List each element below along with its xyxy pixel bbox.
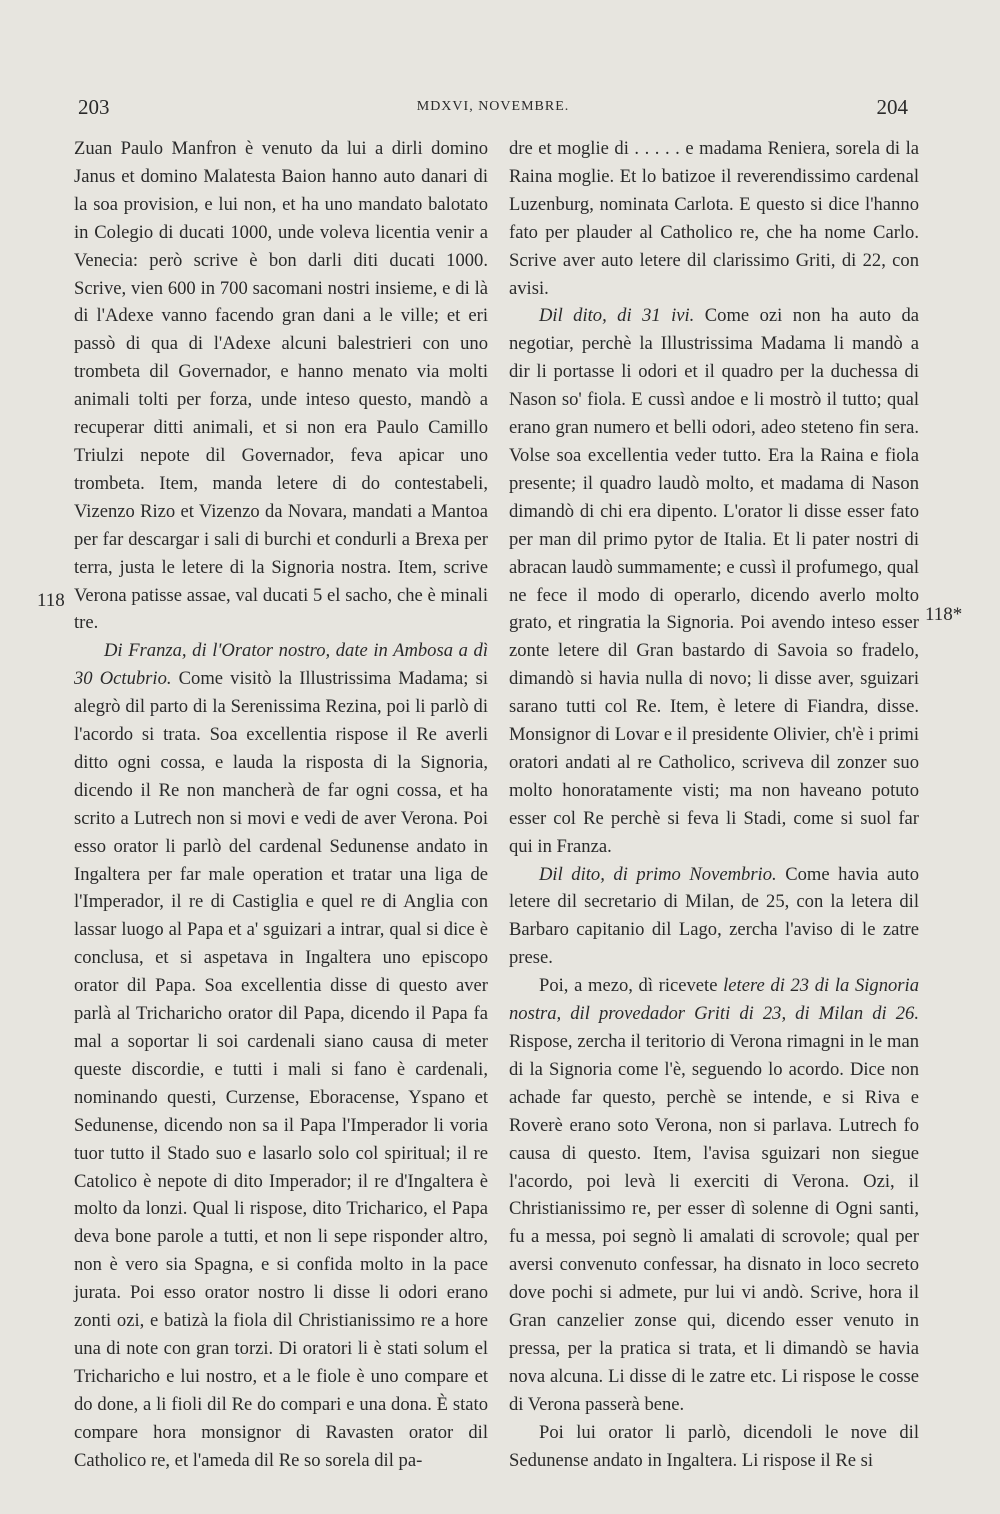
paragraph bbox=[74, 637, 488, 1474]
paragraph-body: Come ozi non ha auto da negotiar, perchè la Illustrissima Madama li mandò a dir li portasse li odori et il quadro per la duchessa di Nason so' fiola. E cussì andoe e li mostrò il tutto; qual erano gran numero et belli odori, adeo steteno fin sera. Volse soa excellentia veder tutto. Era la Raina e fiola presente; il quadro laudò molto, et madama di Nason dimandò di chi era dipento. L'orator li disse esser fato per man dil primo pytor de Italia. Et li pater nostri di abracan laudò summamente; e cussì il profumego, qual ne fece il modo di operarlo, dicendo averlo molto grato, et ringratia la Signoria. Poi avendo inteso esser zonte letere dil Gran bastardo di Savoia so fradelo, dimandò si havia nulla di novo; li disse aver, sguizari sarano tutti col Re. Item, è letere di Fiandra, disse. Monsignor di Lovar e il presidente Olivier, ch'è i primi oratori andati al re Catholico, scriveva dil zonzer suo molto honoratamente visti; ma non haveano potuto esser col Re perchè si feva li Stadi, come si suol far qui in Franza. bbox=[509, 305, 920, 857]
dispatch-heading: Dil dito, di primo Novembrio. bbox=[539, 863, 777, 885]
paragraph-body: Rispose, zercha il teritorio di Verona rimagni in le man di la Signoria come l'è, seguendo lo acordo. Dice non achade far questo, perchè se intende, e si Riva e Roverè erano soto Verona, non si parlava. Lutrech fo causa di questo. Item, l'avisa sguizari non siegue l'acordo, poi levà li exerciti di Verona. Ozi, il Christianissimo re, per esser dì solenne di Ogni santi, fu a messa, poi segnò li amalati di scrovole; qual per aversi convenuto confessar, ha disnato in loco secreto dove pochi si admete, pur lui vi andò. Scrive, hora il Gran canzelier zonse qui, dicendo esser venuto in pressa, per la pratica si trata, et li dimandò se havia nova alcuna. Li disse di le zatre etc. Li rispose le cosse di Verona passerà bene. bbox=[509, 1031, 919, 1415]
dispatch-heading: letere di 23 di la Signoria nostra, dil provedador Griti di 23, di Milan di 26. bbox=[509, 975, 919, 1025]
paragraph bbox=[509, 302, 919, 860]
paragraph-body: Come visitò la Illustrissima Madama; si alegrò dil parto di la Serenissima Rezina, poi li parlò di l'acordo si trata. Soa excellentia rispose il Re averli ditto ogni cossa, e lauda la risposta di la Signoria, dicendo il Re non mancherà de far ogni cossa, et ha scrito a Lutrech non si movi e vedi de aver Verona. Poi esso orator li parlò del cardenal Sedunense andato in Ingaltera per far male operation et tratar una liga de l'Imperador, il re di Castiglia e quel re di Anglia con lassar luogo al Papa et a' sguizari a intrar, qual si dice è conclusa, et si aspetava in Ingaltera uno episcopo orator dil Papa. Soa excellentia disse di questo aver parlà al Tricharicho orator dil Papa, dicendo il Papa fa mal a soportar li soi cardenali siano causa di meter queste discordie, e tutti i mali si fano è cardenali, nominando questi, Curzense, Eboracense, Yspano et Sedunense, dicendo non sa il Papa l'Imperador li voria tuor tutto il Stado suo e lasarlo solo col spiritual; il re Catolico è nepote di dito Imperador; il re d'Ingaltera è molto da lonzi. Qual li rispose, dito Tricharico, el Papa deva bone parole a tutti, et non li sepe risponder altro, non è vero sia Spagna, e si confida molto in la pace jurata. Poi esso orator nostro li disse li odori erano zonti ozi, e batizà la fiola dil Christianissimo re a hore una di note con gran torzi. Di oratori li è stati solum el Tricharicho e lui nostro, et a le fiole è uno compare et do done, a li fioli dil Re do compari e una dona. È stato compare hora monsignor di Ravasten orator dil Catholico re, et l'ameda dil Re so sorela dil pa- bbox=[74, 668, 488, 1471]
dispatch-heading: Dil dito, di 31 ivi. bbox=[539, 305, 695, 327]
page-header bbox=[78, 95, 908, 127]
paragraph bbox=[509, 861, 919, 973]
paragraph: Poi lui orator li parlò, dicendoli le nove dil Sedunense andato in Ingaltera. Li rispose il Re si bbox=[509, 1421, 919, 1471]
paragraph bbox=[509, 972, 919, 1419]
page-number-right: 204 bbox=[876, 95, 908, 119]
paragraph-lead: Poi, a mezo, dì ricevete bbox=[539, 975, 724, 997]
left-column bbox=[74, 135, 488, 1471]
page-number-left: 203 bbox=[78, 95, 110, 119]
right-column bbox=[509, 135, 920, 1471]
dispatch-heading: Di Franza, di l'Orator nostro, date in Ambosa a dì 30 Octubrio. bbox=[74, 640, 488, 690]
margin-number-right: 118* bbox=[925, 604, 963, 625]
running-title: MDXVI, NOVEMBRE. bbox=[416, 99, 570, 114]
paragraph: dre et moglie di . . . . . e madama Reniera, sorela di la Raina moglie. Et lo batizoe il reverendissimo cardenal Luzenburg, nominata Carlota. E questo si dice l'hanno fato per plauder al Catholico re, che ha nome Carlo. Scrive aver auto letere dil clarissimo Griti, di 22, con avisi. bbox=[509, 138, 919, 299]
paragraph-body: Come havia auto letere dil secretario di Milan, de 25, con la letera dil Barbaro capitanio dil Lago, zercha l'aviso di le zatre prese. bbox=[509, 863, 919, 969]
paragraph: Zuan Paulo Manfron è venuto da lui a dirli domino Janus et domino Malatesta Baion hanno auto danari di la soa provision, e lui non, et ha uno mandato balotato in Colegio di ducati 1000, unde voleva licentia venir a Venecia: però scrive è bon darli diti ducati 1000. Scrive, vien 600 in 700 sacomani nostri insieme, e di là di l'Adexe vanno facendo gran dani a le ville; et eri passò di qua di l'Adexe alcuni balestrieri con uno trombeta dil Governador, e hanno menato via molti animali tolti per forza, unde inteso questo, mandò a recuperar ditti animali, et si non era Paulo Camillo Triulzi nepote dil Governador, feva apicar uno trombeta. Item, manda letere di do contestabeli, Vizenzo Rizo et Vizenzo da Novara, mandati a Mantoa per far descargar i sali di burchi et condurli a Brexa per terra, justa le letere di la Signoria nostra. Item, scrive Verona patisse assae, val ducati 5 el sacho, che è minali tre. bbox=[74, 138, 488, 634]
margin-number-left: 118 bbox=[37, 590, 65, 611]
